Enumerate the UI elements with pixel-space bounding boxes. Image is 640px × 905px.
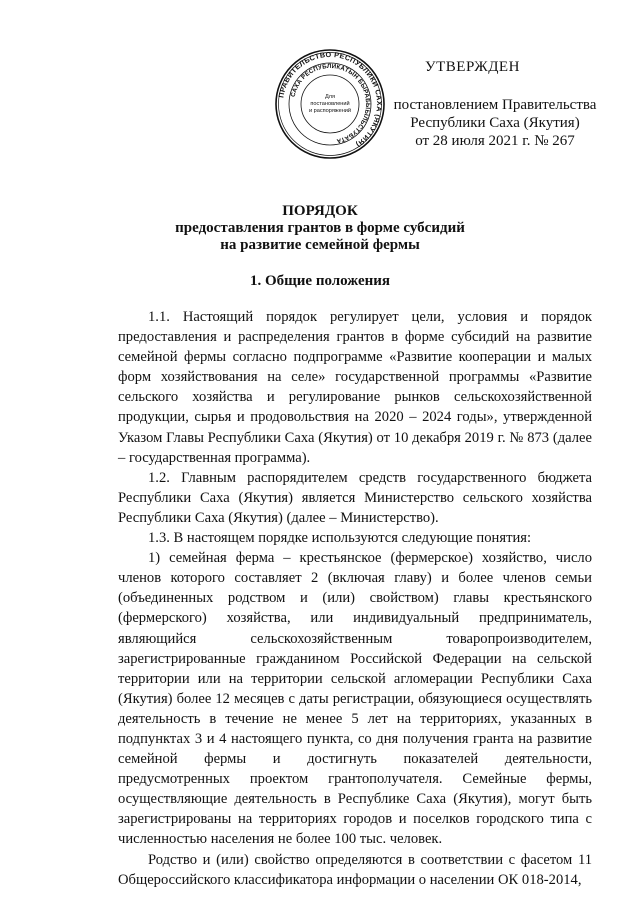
paragraph-1-3: 1.3. В настоящем порядке используются следующие понятия: — [148, 530, 532, 547]
section-heading: 1. Общие положения — [249, 273, 391, 289]
paragraph-1-2: 1.2. Главным распорядителем средств государственного бюджета Республики Саха (Якутия) является Министерство сельского хозяйства Республики Саха (Якутия) (далее – Министерство). — [118, 469, 592, 526]
seal-inner-text: САХА РЕСПУБЛИКАТЫН БЫРАБЫЫЛЬСТУБАТА — [289, 62, 372, 145]
paragraph-kinship: Родство и (или) свойство определяются в соответствии с фасетом 11 Общероссийского классификатора информации о населении ОК 018-2014, — [118, 851, 592, 888]
paragraph-definition-1: 1) семейная ферма – крестьянское (фермерское) хозяйство, число членов которого составляет 2 (включая главу) и более членов семьи (объединенных родством и (или) свойством) главы крестьянского (фермерского) хозяйства, или индивидуальный предприниматель, являющийся сельскохозяйственным товаропроизводителем, зарегистрированные гражданином Российской Федерации на сельской территории или на территории сельской агломерации Республики Саха (Якутия) более 12 месяцев с даты регистрации, обязующиеся осуществлять деятельность в течение не менее 5 лет на территориях, указанных в подпунктах 3 и 4 настоящего пункта, со дня получения гранта на развитие семейной фермы и достигнуть показателей деятельности, предусмотренных проектом грантополучателя. Семейные фермы, осуществляющие деятельность в Республике Саха (Якутия), могут быть зарегистрированы на территориях городов и поселков городского типа с численностью населения не более 100 тыс. человек. — [118, 550, 592, 848]
approval-line-3: от 28 июля 2021 г. № 267 — [415, 133, 575, 149]
document-body — [118, 307, 592, 890]
paragraph-1-1: 1.1. Настоящий порядок регулирует цели, условия и порядок предоставления и распределения грантов в форме субсидий на развитие семейной фермы согласно подпрограмме «Развитие кооперации и малых форм хозяйствования на селе» государственной программы «Развитие сельского хозяйства и регулирование рынков сельскохозяйственной продукции, сырья и продовольствия на 2020 – 2024 годы», утвержденной Указом Главы Республики Саха (Якутия) от 10 декабря 2019 г. № 873 (далее – государственная программа). — [118, 309, 592, 466]
approval-block — [385, 58, 605, 150]
document-title — [0, 203, 640, 254]
title-line-3: на развитие семейной фермы — [220, 237, 420, 253]
seal-center-line-2: постановлений — [310, 101, 350, 107]
approval-heading: УТВЕРЖДЕН — [425, 59, 520, 75]
seal-center-line-1: Для — [324, 94, 336, 100]
title-line-1: ПОРЯДОК — [282, 203, 358, 219]
title-line-2: предоставления грантов в форме субсидий — [175, 220, 465, 236]
official-seal — [274, 48, 386, 160]
seal-center-line-3: и распоряжений — [308, 108, 352, 114]
approval-line-2: Республики Саха (Якутия) — [410, 115, 580, 131]
seal-outer-text: ПРАВИТЕЛЬСТВО РЕСПУБЛИКИ САХА (ЯКУТИЯ) — [276, 49, 385, 150]
approval-line-1: постановлением Правительства — [393, 97, 597, 113]
